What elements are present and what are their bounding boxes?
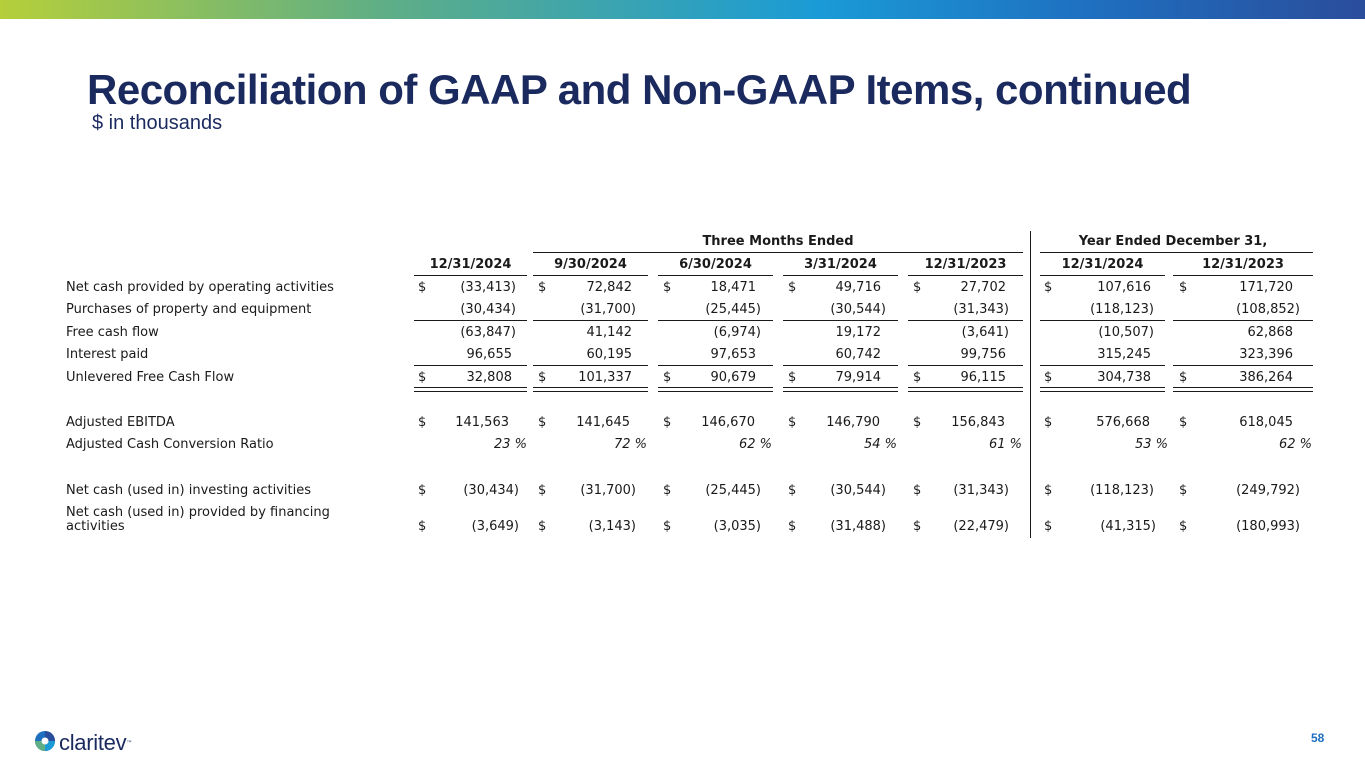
subtotal-rule (1173, 365, 1313, 366)
currency-symbol: $ (788, 280, 797, 295)
table-cell: (31,700) (580, 302, 636, 317)
currency-symbol: $ (418, 415, 427, 430)
table-cell: (30,434) (460, 302, 516, 317)
currency-symbol: $ (1044, 519, 1053, 534)
total-double-rule (533, 387, 648, 392)
table-cell: 97,653 (710, 347, 756, 362)
currency-symbol: $ (418, 370, 427, 385)
group-header-underline (1040, 252, 1313, 253)
table-cell: (3,641) (961, 325, 1009, 340)
group-header-year-ended: Year Ended December 31, (1078, 234, 1268, 249)
column-header: 12/31/2023 (924, 257, 1007, 272)
table-cell: (25,445) (705, 483, 761, 498)
total-double-rule (1040, 387, 1165, 392)
currency-symbol: $ (663, 519, 672, 534)
currency-symbol: $ (1179, 483, 1188, 498)
table-cell: 61 % (988, 437, 1022, 452)
currency-symbol: $ (663, 415, 672, 430)
total-double-rule (658, 387, 773, 392)
table-cell: 19,172 (835, 325, 881, 340)
table-cell: (118,123) (1090, 302, 1154, 317)
table-cell: (30,544) (830, 483, 886, 498)
row-label: Net cash provided by operating activities (66, 280, 334, 295)
currency-symbol: $ (663, 483, 672, 498)
table-cell: 60,742 (835, 347, 881, 362)
total-double-rule (414, 387, 527, 392)
table-cell: 49,716 (835, 280, 881, 295)
subtotal-rule (658, 365, 773, 366)
table-cell: 96,115 (960, 370, 1006, 385)
table-cell: 141,563 (455, 415, 509, 430)
total-double-rule (1173, 387, 1313, 392)
table-cell: 101,337 (578, 370, 632, 385)
subtotal-rule (533, 365, 648, 366)
table-cell: (3,143) (588, 519, 636, 534)
table-cell: 146,670 (701, 415, 755, 430)
row-label: Adjusted Cash Conversion Ratio (66, 437, 274, 452)
currency-symbol: $ (1179, 415, 1188, 430)
currency-symbol: $ (538, 483, 547, 498)
table-cell: (31,343) (953, 483, 1009, 498)
subtotal-rule (1173, 320, 1313, 321)
table-cell: 53 % (1134, 437, 1168, 452)
column-header-underline (658, 275, 773, 276)
row-label: Net cash (used in) provided by financing (66, 505, 330, 520)
column-header-underline (1173, 275, 1313, 276)
table-cell: 107,616 (1097, 280, 1151, 295)
row-label: Net cash (used in) investing activities (66, 483, 311, 498)
column-header: 12/31/2024 (1061, 257, 1144, 272)
currency-symbol: $ (788, 483, 797, 498)
table-cell: 18,471 (710, 280, 756, 295)
table-cell: 90,679 (710, 370, 756, 385)
table-cell: (249,792) (1236, 483, 1300, 498)
table-cell: (180,993) (1236, 519, 1300, 534)
currency-symbol: $ (913, 370, 922, 385)
table-cell: 60,195 (586, 347, 632, 362)
table-cell: (10,507) (1098, 325, 1154, 340)
table-cell: 576,668 (1096, 415, 1150, 430)
column-header: 12/31/2024 (429, 257, 512, 272)
table-cell: (118,123) (1090, 483, 1154, 498)
subtotal-rule (908, 365, 1023, 366)
row-label: Purchases of property and equipment (66, 302, 312, 317)
currency-symbol: $ (1179, 519, 1188, 534)
table-cell: (63,847) (460, 325, 516, 340)
claritev-logo (34, 730, 132, 756)
table-cell: (41,315) (1100, 519, 1156, 534)
column-header: 12/31/2023 (1202, 257, 1284, 272)
currency-symbol: $ (788, 415, 797, 430)
group-header-three-months: Three Months Ended (702, 234, 854, 249)
table-cell: (108,852) (1236, 302, 1300, 317)
group-header-underline (533, 252, 1023, 253)
total-double-rule (908, 387, 1023, 392)
row-label: Free cash flow (66, 325, 159, 340)
row-label-continued: activities (66, 519, 125, 534)
table-cell: (6,974) (713, 325, 761, 340)
total-double-rule (783, 387, 898, 392)
table-cell: (30,434) (463, 483, 519, 498)
currency-symbol: $ (913, 519, 922, 534)
table-cell: 141,645 (576, 415, 630, 430)
subtotal-rule (1040, 320, 1165, 321)
subtotal-rule (414, 320, 527, 321)
subtotal-rule (658, 320, 773, 321)
column-header: 6/30/2024 (679, 257, 752, 272)
column-header-underline (783, 275, 898, 276)
currency-symbol: $ (663, 280, 672, 295)
page-number: 58 (1311, 731, 1325, 745)
currency-symbol: $ (913, 280, 922, 295)
currency-symbol: $ (788, 370, 797, 385)
table-cell: (30,544) (830, 302, 886, 317)
table-cell: 41,142 (586, 325, 632, 340)
row-label: Adjusted EBITDA (66, 415, 175, 430)
subtotal-rule (533, 320, 648, 321)
subtotal-rule (908, 320, 1023, 321)
table-cell: 54 % (863, 437, 897, 452)
brand-name: claritev (59, 730, 127, 755)
currency-symbol: $ (538, 370, 547, 385)
currency-symbol: $ (1044, 483, 1053, 498)
currency-symbol: $ (1044, 280, 1053, 295)
table-cell: 99,756 (960, 347, 1006, 362)
table-cell: (3,035) (713, 519, 761, 534)
currency-symbol: $ (1044, 370, 1053, 385)
table-cell: 72,842 (586, 280, 632, 295)
page-title: Reconciliation of GAAP and Non-GAAP Items, continued (87, 66, 1192, 113)
table-cell: 171,720 (1239, 280, 1293, 295)
trademark-symbol: ™ (126, 739, 133, 747)
subtotal-rule (1040, 365, 1165, 366)
table-cell: 62 % (1278, 437, 1312, 452)
currency-symbol: $ (913, 483, 922, 498)
currency-symbol: $ (418, 483, 427, 498)
column-divider (1030, 231, 1031, 538)
column-header: 9/30/2024 (554, 257, 627, 272)
currency-symbol: $ (1179, 370, 1188, 385)
row-label: Unlevered Free Cash Flow (66, 370, 235, 385)
table-cell: (22,479) (953, 519, 1009, 534)
column-header-underline (533, 275, 648, 276)
table-cell: (31,700) (580, 483, 636, 498)
table-cell: 72 % (613, 437, 647, 452)
table-cell: 315,245 (1097, 347, 1151, 362)
page-subtitle: $ in thousands (92, 112, 223, 134)
table-cell: 27,702 (960, 280, 1006, 295)
table-cell: (25,445) (705, 302, 761, 317)
currency-symbol: $ (538, 519, 547, 534)
table-cell: 156,843 (951, 415, 1005, 430)
currency-symbol: $ (788, 519, 797, 534)
subtotal-rule (414, 365, 527, 366)
column-header-underline (1040, 275, 1165, 276)
table-cell: 96,655 (466, 347, 512, 362)
currency-symbol: $ (1044, 415, 1053, 430)
table-cell: 62,868 (1247, 325, 1293, 340)
currency-symbol: $ (663, 370, 672, 385)
table-cell: (31,488) (830, 519, 886, 534)
currency-symbol: $ (1179, 280, 1188, 295)
column-header-underline (908, 275, 1023, 276)
subtotal-rule (783, 320, 898, 321)
table-cell: (31,343) (953, 302, 1009, 317)
table-cell: (33,413) (460, 280, 516, 295)
table-cell: 304,738 (1097, 370, 1151, 385)
currency-symbol: $ (538, 415, 547, 430)
table-cell: 32,808 (466, 370, 512, 385)
table-cell: (3,649) (471, 519, 519, 534)
subtotal-rule (783, 365, 898, 366)
table-cell: 79,914 (835, 370, 881, 385)
column-header-underline (414, 275, 527, 276)
currency-symbol: $ (913, 415, 922, 430)
currency-symbol: $ (538, 280, 547, 295)
table-cell: 146,790 (826, 415, 880, 430)
table-cell: 23 % (493, 437, 527, 452)
table-cell: 323,396 (1239, 347, 1293, 362)
currency-symbol: $ (418, 519, 427, 534)
row-label: Interest paid (66, 347, 149, 362)
currency-symbol: $ (418, 280, 427, 295)
table-cell: 62 % (738, 437, 772, 452)
claritev-mark-icon (34, 730, 56, 756)
table-cell: 618,045 (1239, 415, 1293, 430)
table-cell: 386,264 (1239, 370, 1293, 385)
column-header: 3/31/2024 (804, 257, 877, 272)
